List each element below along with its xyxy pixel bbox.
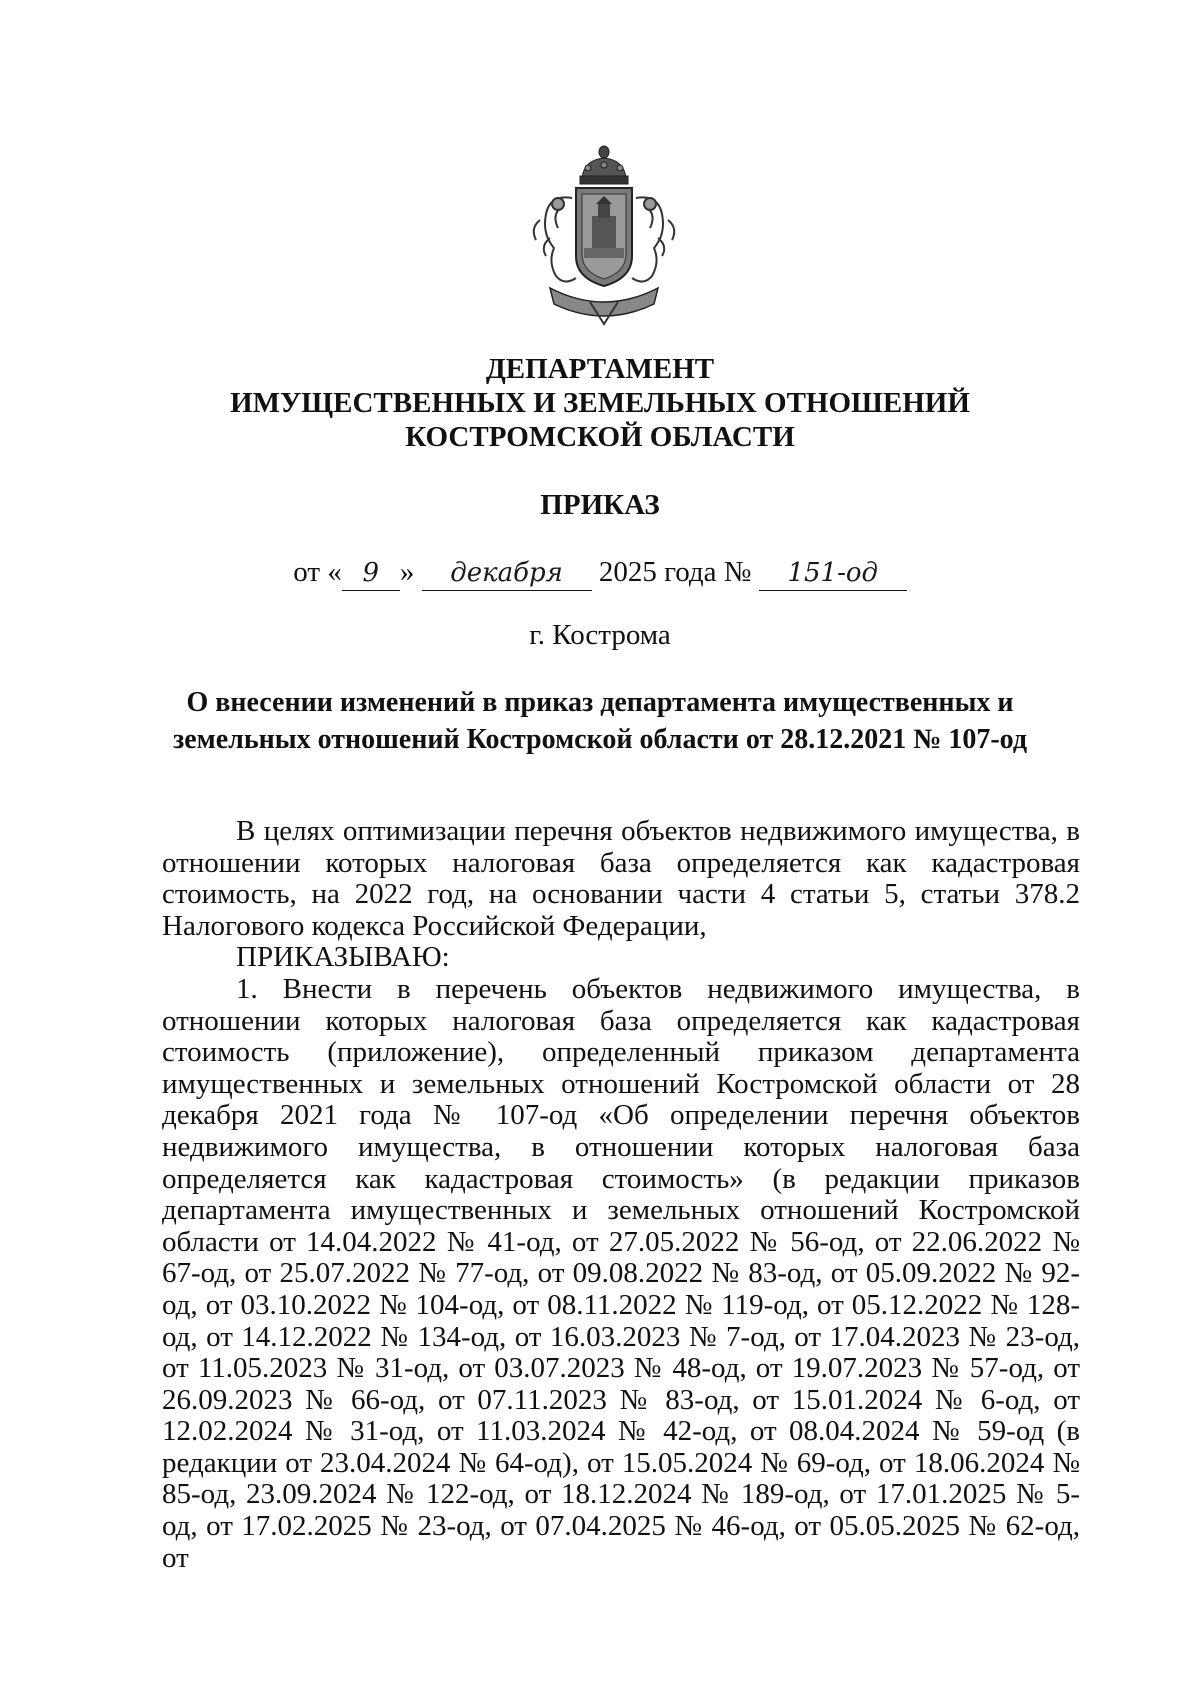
- body-paragraph-preamble: В целях оптимизации перечня объектов недвижимого имущества, в отношении которых налоговая база определяется как кадастровая стоимость, на 2022 год, на основании части 4 статьи 5, статьи 378.2 Налогового кодекса Российской Федерации,: [162, 815, 1080, 942]
- city-name: г. Кострома: [529, 619, 671, 651]
- date-month-handwritten: декабря: [422, 558, 592, 591]
- date-mid: »: [399, 556, 415, 588]
- header-line-2: ИМУЩЕСТВЕННЫХ И ЗЕМЕЛЬНЫХ ОТНОШЕНИЙ: [230, 387, 970, 419]
- order-body: [162, 816, 1080, 1574]
- header-line-1: ДЕПАРТАМЕНТ: [485, 353, 715, 385]
- date-prefix: от «: [293, 556, 342, 588]
- body-paragraph-item-1: 1. Внести в перечень объектов недвижимого имущества, в отношении которых налоговая база определяется как кадастровая стоимость (приложение), определенный приказом департамента имущественных и земельных отношений Костромской области от 28 декабря 2021 года № 107-од «Об определении перечня объектов недвижимого имущества, в отношении которых налоговая база определяется как кадастровая стоимость» (в редакции приказов департамента имущественных и земельных отношений Костромской области от 14.04.2022 № 41-од, от 27.05.2022 № 56-од, от 22.06.2022 № 67-од, от 25.07.2022 № 77-од, от 09.08.2022 № 83-од, от 05.09.2022 № 92-од, от 03.10.2022 № 104-од, от 08.11.2022 № 119-од, от 05.12.2022 № 128-од, от 14.12.2022 № 134-од, от 16.03.2023 № 7-од, от 17.04.2023 № 23-од, от 11.05.2023 № 31-од, от 03.07.2023 № 48-од, от 19.07.2023 № 57-од, от 26.09.2023 № 66-од, от 07.11.2023 № 83-од, от 15.01.2024 № 6-од, от 12.02.2024 № 31-од, от 11.03.2024 № 42-од, от 08.04.2024 № 59-од (в редакции от 23.04.2024 № 64-од), от 15.05.2024 № 69-од, от 18.06.2024 № 85-од, 23.09.2024 № 122-од, от 18.12.2024 № 189-од, от 17.01.2025 № 5-од, от 17.02.2025 № 23-од, от 07.04.2025 № 46-од, от 05.05.2025 № 62-од, от: [162, 972, 1080, 1574]
- order-subject: [170, 684, 1030, 758]
- coat-of-arms-emblem: [520, 138, 688, 330]
- order-date-line: [160, 552, 1040, 592]
- date-year-text: 2025 года №: [598, 556, 752, 588]
- order-title: ПРИКАЗ: [540, 489, 660, 521]
- department-header: [160, 352, 1040, 454]
- date-day-handwritten: 9: [342, 558, 400, 591]
- body-paragraph-order-word: ПРИКАЗЫВАЮ:: [236, 941, 450, 974]
- order-number-handwritten: 151-од: [759, 558, 907, 591]
- header-line-3: КОСТРОМСКОЙ ОБЛАСТИ: [405, 421, 795, 453]
- subject-line-2: земельных отношений Костромской области от 28.12.2021 № 107-од: [172, 724, 1028, 755]
- subject-line-1: О внесении изменений в приказ департамента имущественных и: [186, 687, 1014, 718]
